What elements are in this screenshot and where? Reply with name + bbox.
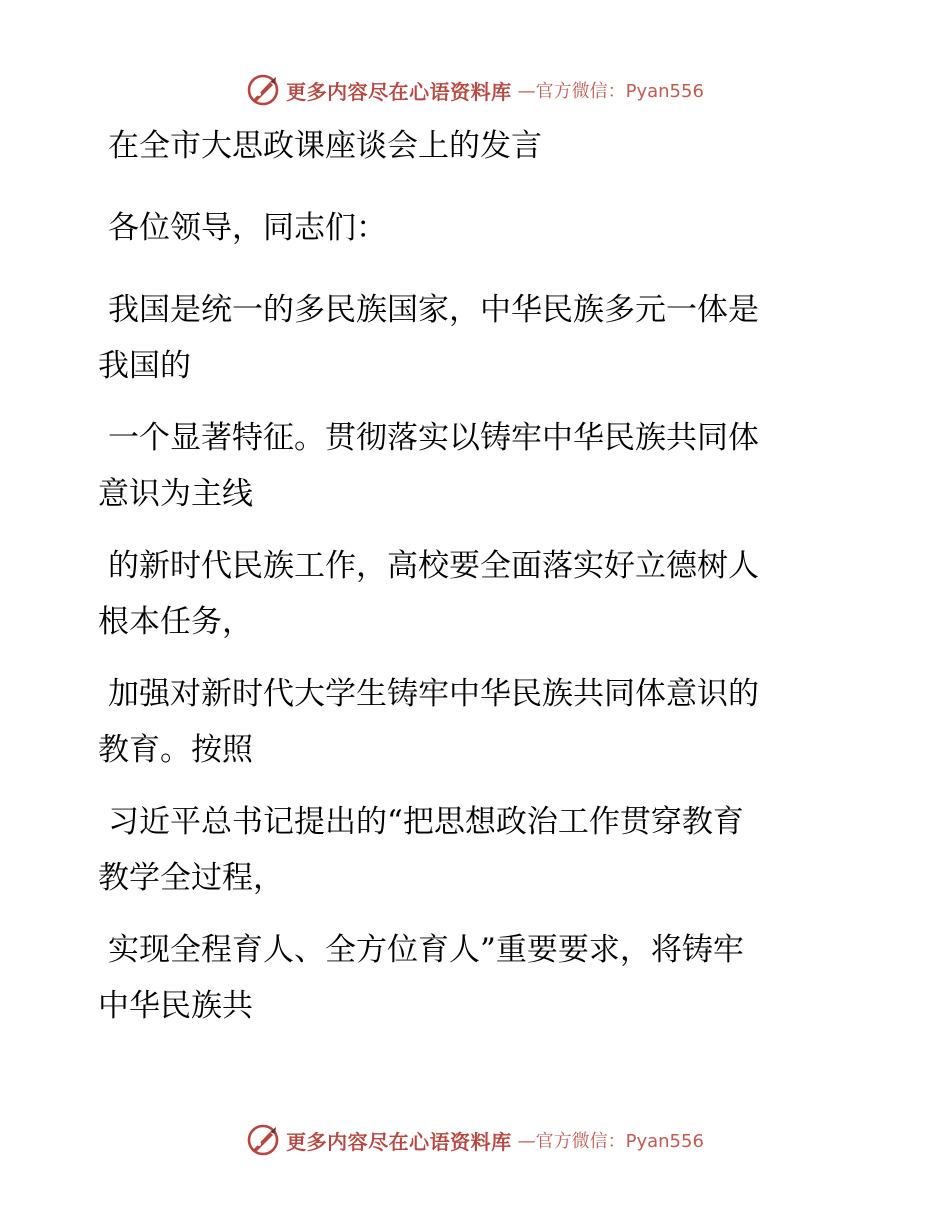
banner-wechat-text: —官方微信：Pyan556: [517, 1131, 704, 1152]
salutation: 各位领导，同志们：: [108, 210, 387, 246]
paragraph-line: 实现全程育人、全方位育人”重要要求，将铸牢: [108, 932, 744, 968]
paragraph-line: 教育。按照: [98, 732, 253, 768]
header-watermark-banner: [0, 70, 950, 110]
paragraph-line: 意识为主线: [98, 476, 253, 512]
paragraph: [98, 282, 838, 394]
paragraph-line: 习近平总书记提出的“把思想政治工作贯穿教育: [108, 804, 744, 840]
paragraph: [98, 538, 838, 650]
paragraph: [98, 922, 838, 1034]
paragraph-line: 加强对新时代大学生铸牢中华民族共同体意识的: [108, 676, 759, 712]
paragraph-line: 中华民族共: [98, 988, 253, 1024]
paragraph: [98, 666, 838, 778]
paragraph-line: 教学全过程，: [98, 860, 284, 896]
footer-watermark-banner: [0, 1120, 950, 1160]
paragraph: [98, 410, 838, 522]
banner-wechat-text: —官方微信：Pyan556: [517, 81, 704, 102]
paragraph-line: 根本任务，: [98, 604, 253, 640]
quill-pen-logo-icon: [246, 73, 280, 107]
paragraph-line: 一个显著特征。贯彻落实以铸牢中华民族共同体: [108, 420, 759, 456]
paragraph: [98, 794, 838, 906]
banner-library-text: 更多内容尽在心语资料库: [286, 1129, 512, 1154]
paragraph-line: 我国的: [98, 348, 191, 384]
quill-pen-logo-icon: [246, 1123, 280, 1157]
paragraph-line: 我国是统一的多民族国家，中华民族多元一体是: [108, 292, 759, 328]
banner-library-text: 更多内容尽在心语资料库: [286, 79, 512, 104]
paragraph-line: 的新时代民族工作，高校要全面落实好立德树人: [108, 548, 759, 584]
document-body: [98, 118, 838, 1034]
document-title: 在全市大思政课座谈会上的发言: [108, 128, 542, 164]
